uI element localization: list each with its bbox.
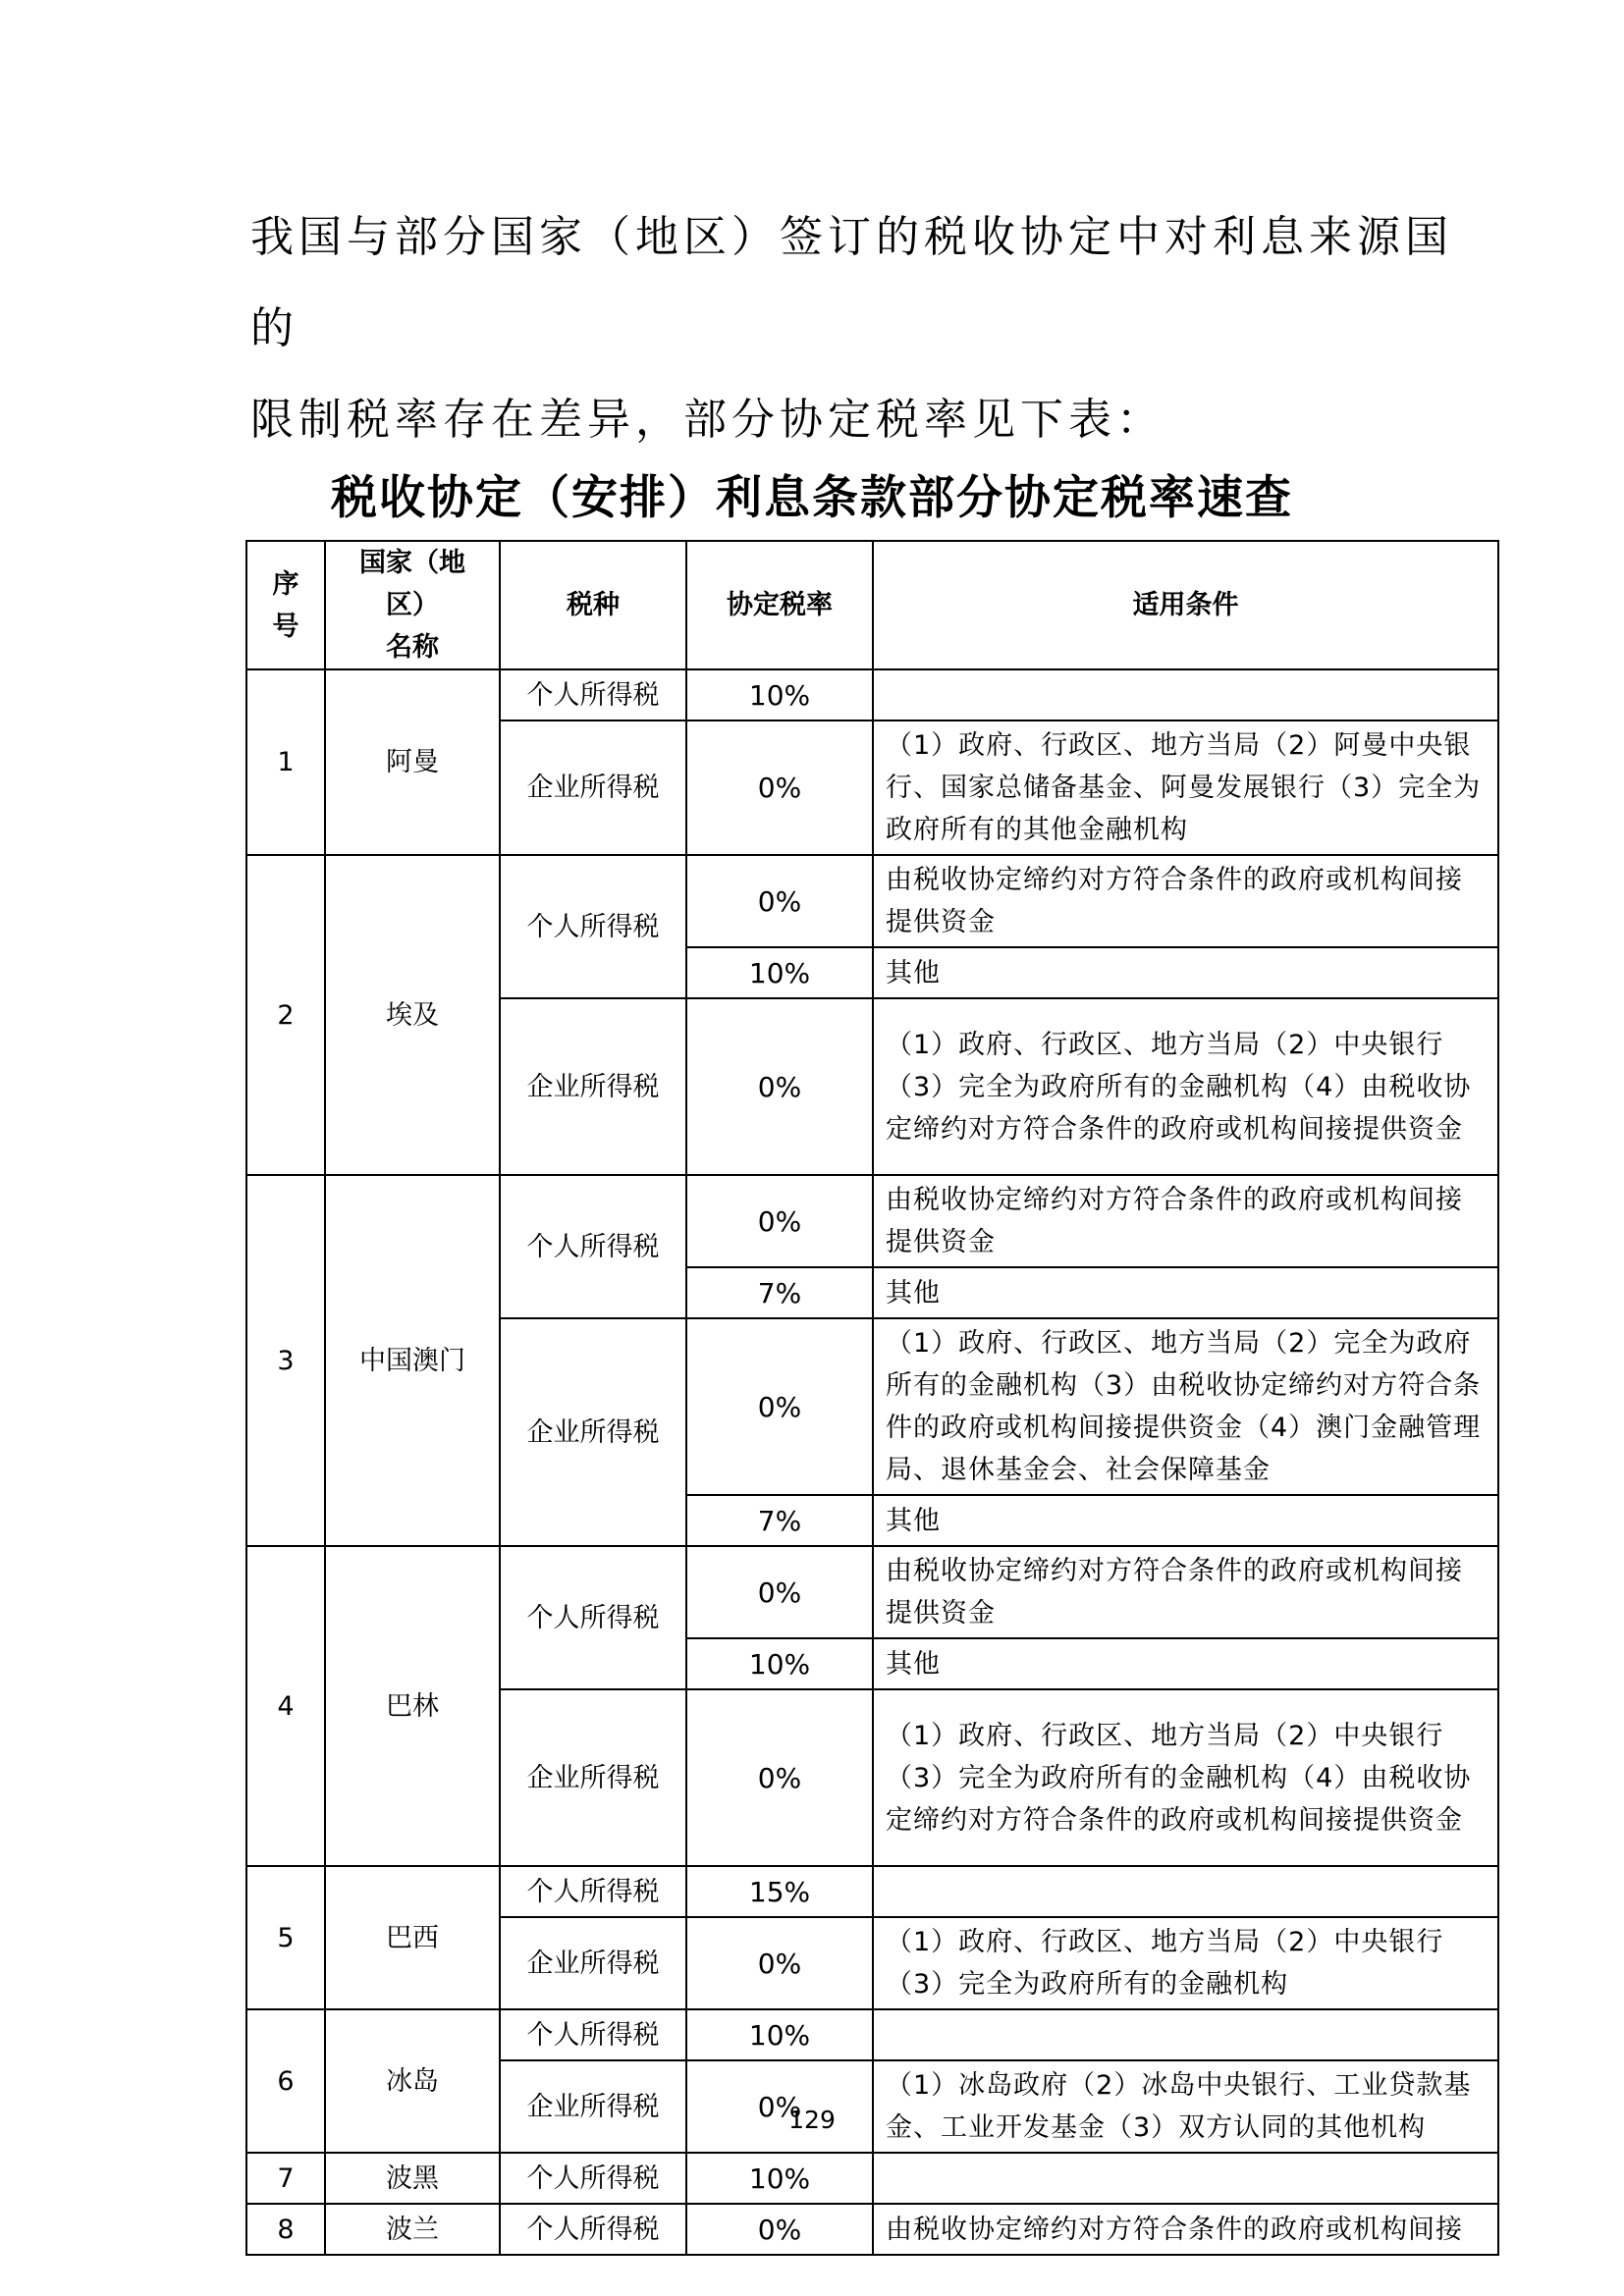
table-row [246, 1546, 1498, 1638]
cell-serial-number: 3 [246, 1175, 325, 1546]
cell-rate: 0% [686, 855, 873, 947]
header-tax-type: 税种 [500, 541, 686, 669]
cell-country: 波黑 [325, 2153, 500, 2204]
cell-tax-type: 个人所得税 [500, 2009, 686, 2060]
cell-rate: 0% [686, 2060, 873, 2153]
cell-tax-type: 企业所得税 [500, 1917, 686, 2009]
cell-rate: 0% [686, 721, 873, 855]
header-row [246, 541, 1498, 669]
cell-condition [873, 2009, 1498, 2060]
cell-condition: （1）冰岛政府（2）冰岛中央银行、工业贷款基金、工业开发基金（3）双方认同的其他机构 [873, 2060, 1498, 2153]
table-row [246, 1866, 1498, 1917]
cell-condition: （1）政府、行政区、地方当局（2）完全为政府所有的金融机构（3）由税收协定缔约对方符合条件的政府或机构间接提供资金（4）澳门金融管理局、退休基金会、社会保障基金 [873, 1318, 1498, 1495]
cell-tax-type: 企业所得税 [500, 721, 686, 855]
cell-country: 冰岛 [325, 2009, 500, 2153]
cell-serial-number: 1 [246, 669, 325, 855]
cell-serial-number: 5 [246, 1866, 325, 2009]
cell-tax-type: 个人所得税 [500, 2153, 686, 2204]
cell-tax-type: 个人所得税 [500, 1546, 686, 1689]
cell-rate: 10% [686, 947, 873, 998]
cell-rate: 10% [686, 669, 873, 721]
header-country: 国家（地区） 名称 [325, 541, 500, 669]
cell-condition: 由税收协定缔约对方符合条件的政府或机构间接 [873, 2204, 1498, 2255]
cell-rate: 0% [686, 1318, 873, 1495]
cell-condition: （1）政府、行政区、地方当局（2）中央银行（3）完全为政府所有的金融机构（4）由税收协定缔约对方符合条件的政府或机构间接提供资金 [873, 1689, 1498, 1866]
cell-rate: 10% [686, 1638, 873, 1689]
cell-rate: 0% [686, 1546, 873, 1638]
cell-condition [873, 2153, 1498, 2204]
header-serial-number: 序 号 [246, 541, 325, 669]
cell-condition: （1）政府、行政区、地方当局（2）中央银行（3）完全为政府所有的金融机构（4）由税收协定缔约对方符合条件的政府或机构间接提供资金 [873, 998, 1498, 1175]
cell-tax-type: 个人所得税 [500, 669, 686, 721]
table-row [246, 2009, 1498, 2060]
cell-condition: 由税收协定缔约对方符合条件的政府或机构间接提供资金 [873, 855, 1498, 947]
cell-tax-type: 企业所得税 [500, 1318, 686, 1546]
table-row [246, 855, 1498, 947]
cell-rate: 10% [686, 2009, 873, 2060]
cell-tax-type: 企业所得税 [500, 1689, 686, 1866]
cell-country: 埃及 [325, 855, 500, 1175]
cell-tax-type: 个人所得税 [500, 2204, 686, 2255]
cell-condition: 由税收协定缔约对方符合条件的政府或机构间接提供资金 [873, 1546, 1498, 1638]
cell-rate: 0% [686, 1917, 873, 2009]
intro-line-2: 限制税率存在差异，部分协定税率见下表： [250, 395, 1164, 445]
cell-rate: 0% [686, 1689, 873, 1866]
cell-country: 巴林 [325, 1546, 500, 1866]
cell-serial-number: 6 [246, 2009, 325, 2153]
cell-condition [873, 1866, 1498, 1917]
cell-condition: （1）政府、行政区、地方当局（2）中央银行（3）完全为政府所有的金融机构 [873, 1917, 1498, 2009]
header-rate: 协定税率 [686, 541, 873, 669]
cell-condition [873, 669, 1498, 721]
cell-tax-type: 个人所得税 [500, 855, 686, 998]
cell-tax-type: 企业所得税 [500, 998, 686, 1175]
intro-paragraph [250, 191, 1478, 465]
cell-rate: 0% [686, 1175, 873, 1267]
cell-country: 巴西 [325, 1866, 500, 2009]
cell-country: 中国澳门 [325, 1175, 500, 1546]
cell-serial-number: 8 [246, 2204, 325, 2255]
cell-rate: 15% [686, 1866, 873, 1917]
intro-line-1: 我国与部分国家（地区）签订的税收协定中对利息来源国的 [250, 212, 1453, 353]
cell-condition: 由税收协定缔约对方符合条件的政府或机构间接提供资金 [873, 1175, 1498, 1267]
header-condition: 适用条件 [873, 541, 1498, 669]
cell-tax-type: 个人所得税 [500, 1175, 686, 1318]
cell-serial-number: 4 [246, 1546, 325, 1866]
cell-condition: 其他 [873, 947, 1498, 998]
cell-tax-type: 企业所得税 [500, 2060, 686, 2153]
table-row [246, 2204, 1498, 2255]
cell-rate: 7% [686, 1495, 873, 1546]
table-row [246, 2153, 1498, 2204]
table-row [246, 669, 1498, 721]
table-title: 税收协定（安排）利息条款部分协定税率速查 [331, 471, 1293, 525]
cell-condition: 其他 [873, 1267, 1498, 1318]
cell-serial-number: 2 [246, 855, 325, 1175]
cell-rate: 0% [686, 998, 873, 1175]
tax-rate-table [245, 540, 1499, 2256]
cell-condition: 其他 [873, 1638, 1498, 1689]
table-row [246, 1175, 1498, 1267]
cell-condition: 其他 [873, 1495, 1498, 1546]
cell-country: 阿曼 [325, 669, 500, 855]
cell-condition: （1）政府、行政区、地方当局（2）阿曼中央银行、国家总储备基金、阿曼发展银行（3）完全为政府所有的其他金融机构 [873, 721, 1498, 855]
cell-rate: 10% [686, 2153, 873, 2204]
cell-serial-number: 7 [246, 2153, 325, 2204]
cell-country: 波兰 [325, 2204, 500, 2255]
page-number: 129 [788, 2106, 836, 2134]
cell-rate: 7% [686, 1267, 873, 1318]
table-body [246, 669, 1498, 2255]
cell-tax-type: 个人所得税 [500, 1866, 686, 1917]
cell-rate: 0% [686, 2204, 873, 2255]
